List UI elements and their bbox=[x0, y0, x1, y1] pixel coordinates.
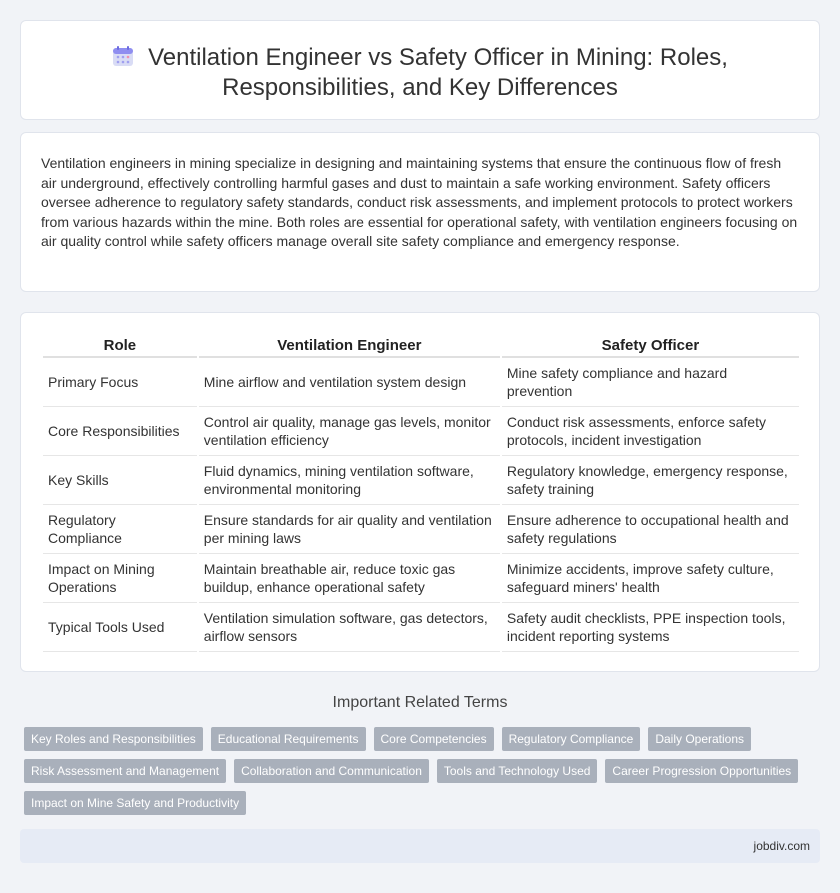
comparison-table bbox=[41, 333, 801, 652]
table-row bbox=[43, 554, 799, 603]
header-safety-officer: Safety Officer bbox=[502, 333, 799, 358]
related-tag[interactable]: Career Progression Opportunities bbox=[605, 759, 798, 783]
related-tag[interactable]: Educational Requirements bbox=[211, 727, 366, 751]
header-ventilation-engineer: Ventilation Engineer bbox=[199, 333, 500, 358]
related-tag[interactable]: Collaboration and Communication bbox=[234, 759, 429, 783]
safety-officer-cell: Mine safety compliance and hazard prevention bbox=[502, 358, 799, 407]
footer-site-link[interactable]: jobdiv.com bbox=[753, 839, 810, 853]
row-label: Typical Tools Used bbox=[43, 603, 197, 652]
ventilation-engineer-cell: Maintain breathable air, reduce toxic gas buildup, enhance operational safety bbox=[199, 554, 500, 603]
comparison-card bbox=[20, 312, 820, 672]
ventilation-engineer-cell: Ensure standards for air quality and ventilation per mining laws bbox=[199, 505, 500, 554]
table-row bbox=[43, 407, 799, 456]
safety-officer-cell: Ensure adherence to occupational health and safety regulations bbox=[502, 505, 799, 554]
ventilation-engineer-cell: Ventilation simulation software, gas detectors, airflow sensors bbox=[199, 603, 500, 652]
safety-officer-cell: Minimize accidents, improve safety culture, safeguard miners' health bbox=[502, 554, 799, 603]
header-role: Role bbox=[43, 333, 197, 358]
safety-officer-cell: Regulatory knowledge, emergency response, safety training bbox=[502, 456, 799, 505]
related-tag[interactable]: Daily Operations bbox=[648, 727, 751, 751]
intro-card bbox=[20, 132, 820, 292]
ventilation-engineer-cell: Control air quality, manage gas levels, monitor ventilation efficiency bbox=[199, 407, 500, 456]
row-label: Regulatory Compliance bbox=[43, 505, 197, 554]
title-line-1: Ventilation Engineer vs Safety Officer in Mining: Roles, bbox=[148, 44, 728, 71]
table-row bbox=[43, 505, 799, 554]
table-row bbox=[43, 456, 799, 505]
table-row bbox=[43, 358, 799, 407]
table-header-row bbox=[43, 333, 799, 358]
related-tag[interactable]: Tools and Technology Used bbox=[437, 759, 598, 783]
related-terms-tags bbox=[24, 727, 814, 815]
row-label: Core Responsibilities bbox=[43, 407, 197, 456]
row-label: Key Skills bbox=[43, 456, 197, 505]
row-label: Primary Focus bbox=[43, 358, 197, 407]
related-terms-heading: Important Related Terms bbox=[332, 694, 508, 711]
safety-officer-cell: Conduct risk assessments, enforce safety protocols, incident investigation bbox=[502, 407, 799, 456]
footer bbox=[20, 829, 820, 863]
title-line-2: Responsibilities, and Key Differences bbox=[222, 74, 618, 101]
related-tag[interactable]: Key Roles and Responsibilities bbox=[24, 727, 203, 751]
ventilation-engineer-cell: Fluid dynamics, mining ventilation software, environmental monitoring bbox=[199, 456, 500, 505]
related-tag[interactable]: Core Competencies bbox=[374, 727, 494, 751]
page-title bbox=[21, 43, 819, 103]
title-card bbox=[20, 20, 820, 120]
row-label: Impact on Mining Operations bbox=[43, 554, 197, 603]
safety-officer-cell: Safety audit checklists, PPE inspection tools, incident reporting systems bbox=[502, 603, 799, 652]
related-tag[interactable]: Risk Assessment and Management bbox=[24, 759, 226, 783]
related-tag[interactable]: Regulatory Compliance bbox=[502, 727, 641, 751]
calendar-icon bbox=[112, 45, 134, 67]
table-row bbox=[43, 603, 799, 652]
ventilation-engineer-cell: Mine airflow and ventilation system design bbox=[199, 358, 500, 407]
intro-paragraph: Ventilation engineers in mining specialize in designing and maintaining systems that ensure the continuous flow of fresh air underground, effectively controlling harmful gases and dust to maintain a safe working environment. Safety officers oversee adherence to regulatory safety standards, conduct risk assessments, and implement protocols to protect workers from various hazards within the mine. Both roles are essential for operational safety, with ventilation engineers focusing on air quality control while safety officers manage overall site safety compliance and emergency response. bbox=[41, 155, 798, 249]
related-tag[interactable]: Impact on Mine Safety and Productivity bbox=[24, 791, 246, 815]
